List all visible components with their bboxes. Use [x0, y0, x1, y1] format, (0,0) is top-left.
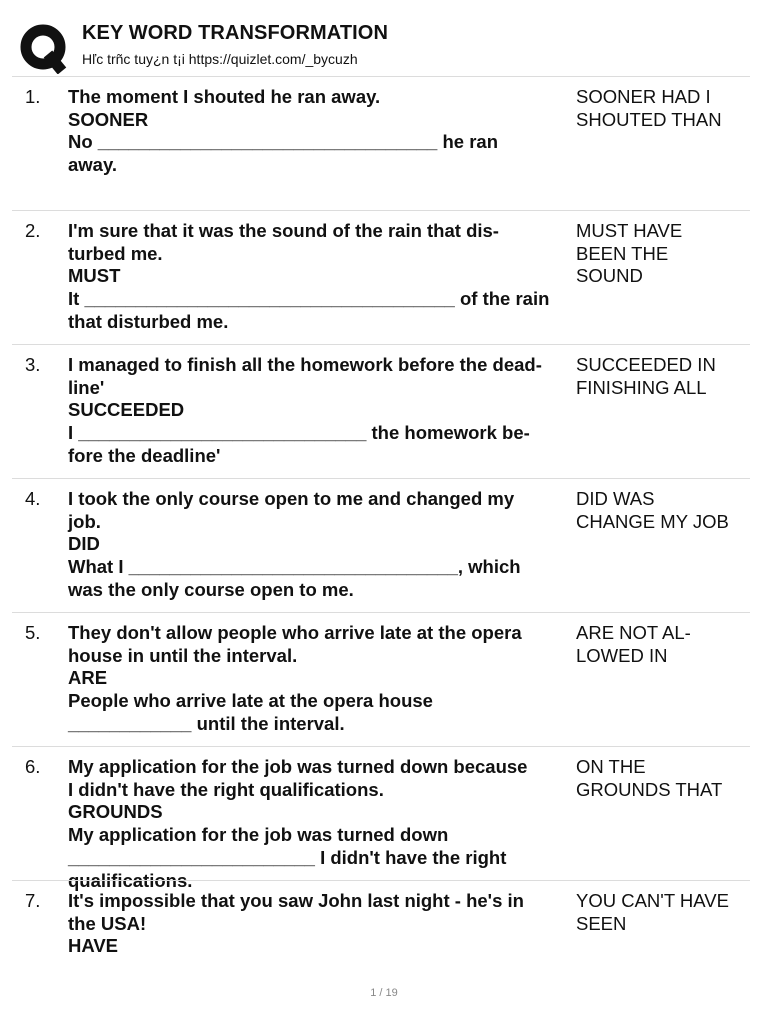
question-line: was the only course open to me.: [68, 578, 354, 600]
answer-line: ON THE: [576, 756, 646, 777]
question-line: My application for the job was turned down: [68, 824, 449, 846]
page-header: [18, 20, 748, 76]
question-number: 2.: [25, 220, 41, 241]
answer-line: YOU CAN'T HAVE: [576, 890, 729, 911]
question-line: SOONER: [68, 108, 149, 130]
question-line: I ____________________________ the homework be-: [68, 422, 530, 444]
question-line: MUST: [68, 265, 121, 287]
page-indicator: 1 / 19: [370, 987, 398, 999]
flashcard-item: [12, 612, 750, 746]
answer-line: SOUND: [576, 265, 643, 287]
answer-text: [576, 622, 752, 667]
question-line: I'm sure that it was the sound of the rain that dis-: [68, 220, 499, 241]
answer-line: FINISHING ALL: [576, 376, 707, 398]
question-line: They don't allow people who arrive late at the opera: [68, 622, 522, 643]
question-line: job.: [68, 510, 101, 532]
document-title: KEY WORD TRANSFORMATION: [82, 22, 388, 44]
question-text: [68, 354, 574, 468]
question-line: ____________ until the interval.: [68, 712, 345, 734]
question-line: People who arrive late at the opera house: [68, 690, 433, 712]
answer-text: [576, 756, 752, 801]
question-line: line': [68, 376, 105, 398]
flashcard-item: [12, 76, 750, 210]
question-line: The moment I shouted he ran away.: [68, 86, 381, 107]
question-text: [68, 890, 574, 958]
question-text: [68, 622, 574, 736]
question-line: My application for the job was turned down because: [68, 756, 528, 777]
question-line: ARE: [68, 667, 108, 689]
question-number: 5.: [25, 622, 41, 643]
answer-line: ARE NOT AL-: [576, 622, 691, 643]
question-line: I managed to finish all the homework before the dead-: [68, 354, 542, 375]
question-line: that disturbed me.: [68, 310, 229, 332]
question-line: house in until the interval.: [68, 644, 298, 666]
answer-text: [576, 220, 752, 288]
question-line: the USA!: [68, 912, 147, 934]
question-text: [68, 220, 574, 334]
answer-text: [576, 354, 752, 399]
question-line: It ____________________________________ of the rain: [68, 288, 550, 310]
question-line: fore the deadline': [68, 444, 221, 466]
question-line: No _________________________________ he ran: [68, 131, 498, 153]
answer-line: SEEN: [576, 912, 627, 934]
question-text: [68, 86, 574, 177]
question-line: SUCCEEDED: [68, 399, 185, 421]
answer-line: SUCCEEDED IN: [576, 354, 716, 375]
question-text: [68, 756, 574, 892]
question-line: qualifications.: [68, 869, 193, 891]
question-number: 1.: [25, 86, 41, 107]
answer-line: MUST HAVE: [576, 220, 683, 241]
question-number: 4.: [25, 488, 41, 509]
question-line: ________________________ I didn't have the right: [68, 846, 507, 868]
question-text: [68, 488, 574, 602]
question-number: 7.: [25, 890, 41, 911]
question-line: I didn't have the right qualifications.: [68, 778, 384, 800]
answer-text: [576, 890, 752, 935]
question-number: 6.: [25, 756, 41, 777]
answer-line: DID WAS: [576, 488, 655, 509]
answer-text: [576, 488, 752, 533]
quizlet-logo-icon: [18, 22, 70, 74]
question-line: DID: [68, 533, 100, 555]
flashcard-item: [12, 210, 750, 344]
flashcard-list: [12, 76, 750, 978]
question-line: What I ________________________________, which: [68, 556, 521, 578]
question-line: It's impossible that you saw John last night - he's in: [68, 890, 524, 911]
document-source-link[interactable]: Hľc trñc tuy¿n t¡i https://quizlet.com/_bycuzh: [82, 51, 358, 67]
flashcard-item: [12, 344, 750, 478]
flashcard-item: [12, 746, 750, 891]
flashcard-item: [12, 880, 750, 978]
question-line: turbed me.: [68, 242, 163, 264]
question-line: away.: [68, 154, 118, 176]
answer-line: BEEN THE: [576, 242, 669, 264]
answer-line: SHOUTED THAN: [576, 108, 722, 130]
question-line: I took the only course open to me and changed my: [68, 488, 515, 509]
question-line: GROUNDS: [68, 801, 163, 823]
answer-line: CHANGE MY JOB: [576, 510, 729, 532]
question-number: 3.: [25, 354, 41, 375]
answer-line: GROUNDS THAT: [576, 778, 723, 800]
answer-line: LOWED IN: [576, 644, 668, 666]
flashcard-item: [12, 478, 750, 612]
answer-text: [576, 86, 752, 131]
question-line: HAVE: [68, 935, 119, 957]
answer-line: SOONER HAD I: [576, 86, 711, 107]
